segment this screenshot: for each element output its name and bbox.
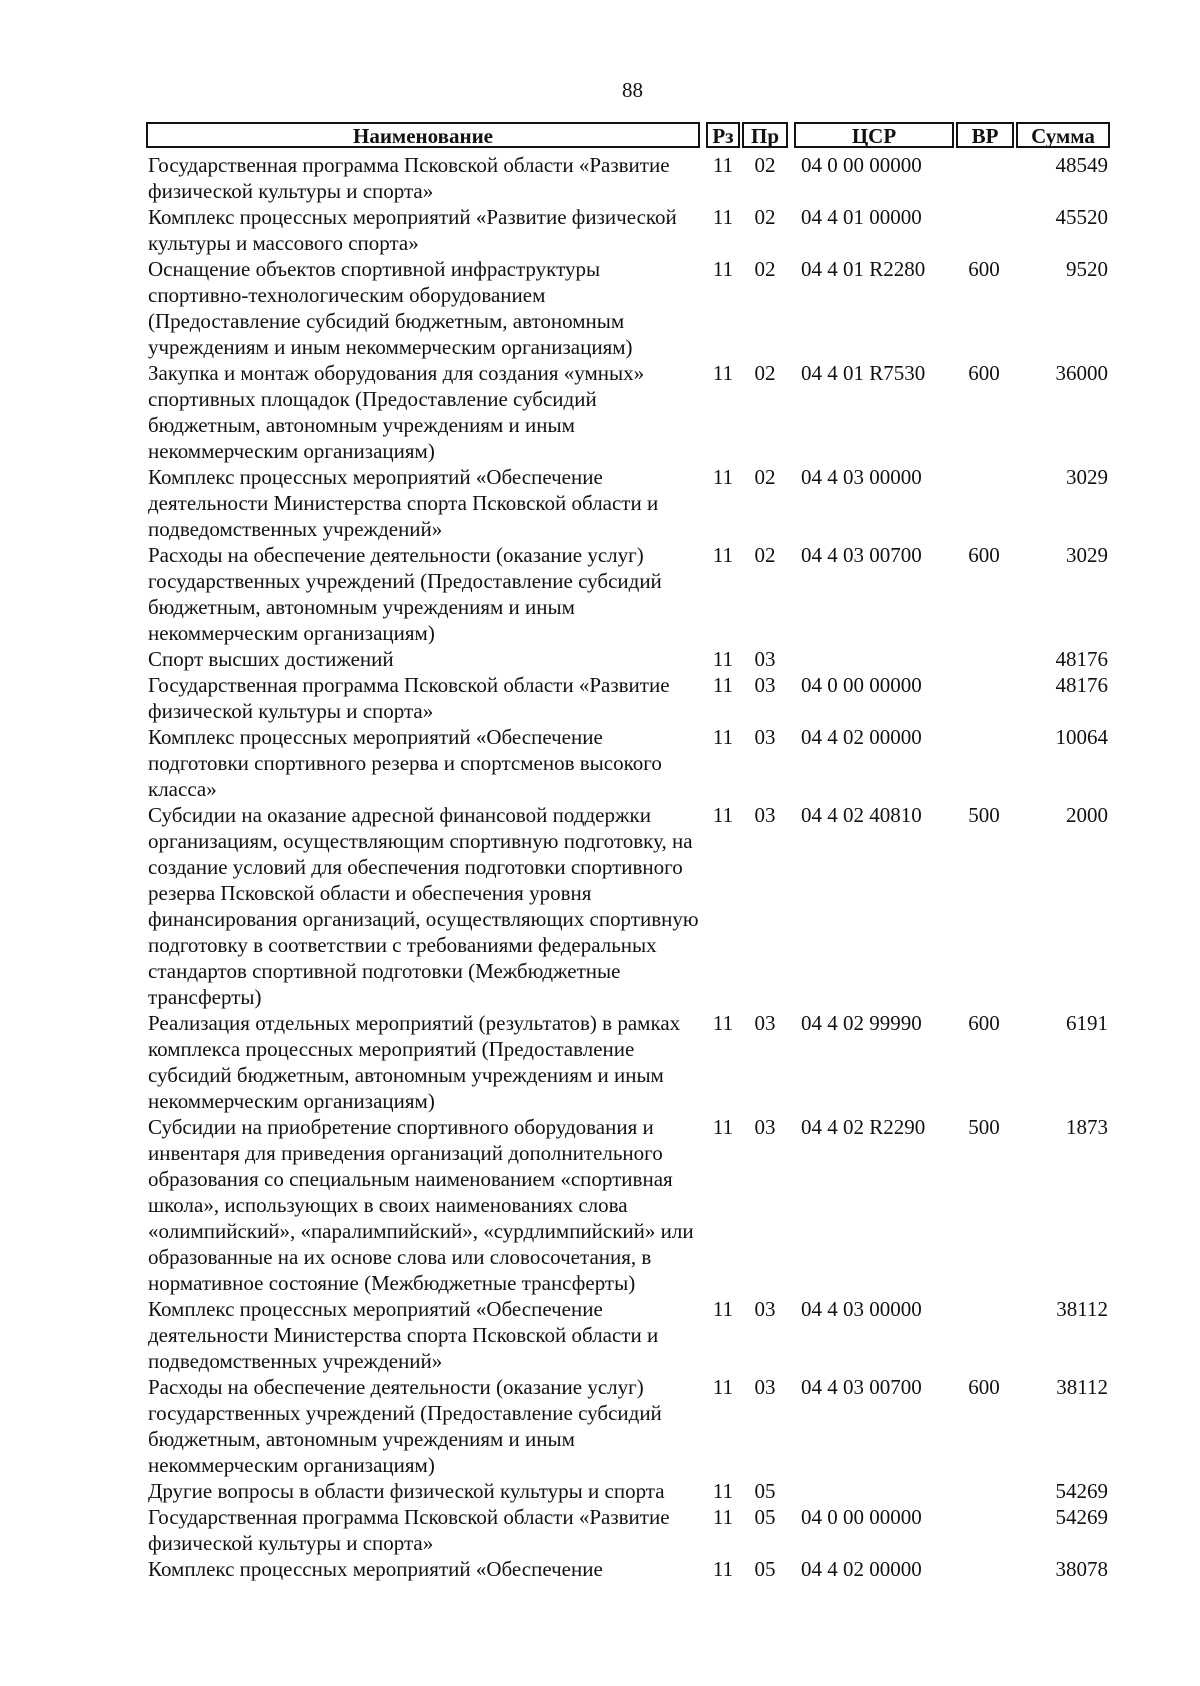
row-csr: 04 4 03 00700 (801, 1375, 922, 1399)
row-sum: 38112 (1056, 1375, 1108, 1399)
row-name: Расходы на обеспечение деятельности (оказание услуг) государственных учреждений (Предоставление субсидий бюджетным, автономным учреждениям и иным некоммерческим организациям) (148, 543, 662, 645)
table-body (146, 152, 1110, 1582)
row-rz: 11 (712, 257, 734, 281)
table-row (146, 802, 1110, 1010)
row-name: Комплекс процессных мероприятий «Обеспечение деятельности Министерства спорта Псковской области и подведомственных учреждений» (148, 465, 659, 541)
header-sum: Сумма (1016, 122, 1110, 148)
row-rz: 11 (712, 543, 734, 567)
row-csr: 04 4 01 00000 (801, 205, 922, 229)
row-rz: 11 (712, 1011, 734, 1035)
row-vr: 600 (968, 257, 1000, 281)
row-rz: 11 (712, 725, 734, 749)
row-rz: 11 (712, 1297, 734, 1321)
table-row (146, 1504, 1110, 1556)
row-rz: 11 (712, 465, 734, 489)
row-rz: 11 (712, 1115, 734, 1139)
row-vr: 600 (968, 543, 1000, 567)
row-name: Оснащение объектов спортивной инфраструктуры спортивно-технологическим оборудованием (Предоставление субсидий бюджетным, автономным учреждениям и иным некоммерческим организациям) (148, 257, 633, 359)
row-vr: 600 (968, 1375, 1000, 1399)
row-pr: 02 (754, 465, 776, 489)
row-sum: 3029 (1066, 465, 1108, 489)
row-csr: 04 4 02 40810 (801, 803, 922, 827)
row-sum: 48549 (1055, 153, 1108, 177)
row-csr: 04 0 00 00000 (801, 1505, 922, 1529)
header-csr: ЦСР (794, 122, 954, 148)
table-row (146, 672, 1110, 724)
row-name: Комплекс процессных мероприятий «Обеспечение деятельности Министерства спорта Псковской области и подведомственных учреждений» (148, 1297, 659, 1373)
row-sum: 48176 (1055, 647, 1108, 671)
row-rz: 11 (712, 673, 734, 697)
row-csr: 04 4 02 R2290 (801, 1115, 926, 1139)
table-row (146, 1374, 1110, 1478)
table-row (146, 204, 1110, 256)
row-name: Субсидии на оказание адресной финансовой поддержки организациям, осуществляющим спортивную подготовку, на создание условий для обеспечения подготовки спортивного резерва Псковской области и обеспечения уровня финансирования организаций, осуществляющих спортивную подготовку в соответствии с требованиями федеральных стандартов спортивной подготовки (Межбюджетные трансферты) (148, 803, 699, 1009)
row-sum: 1873 (1066, 1115, 1108, 1139)
row-pr: 05 (754, 1479, 776, 1503)
row-rz: 11 (712, 153, 734, 177)
row-vr: 500 (968, 803, 1000, 827)
table-row (146, 360, 1110, 464)
budget-table (146, 122, 1110, 1582)
row-vr: 500 (968, 1115, 1000, 1139)
row-sum: 48176 (1055, 673, 1108, 697)
row-name: Государственная программа Псковской области «Развитие физической культуры и спорта» (148, 153, 670, 203)
table-row (146, 152, 1110, 204)
row-name: Расходы на обеспечение деятельности (оказание услуг) государственных учреждений (Предоставление субсидий бюджетным, автономным учреждениям и иным некоммерческим организациям) (148, 1375, 662, 1477)
row-csr: 04 4 03 00700 (801, 543, 922, 567)
row-pr: 03 (754, 725, 776, 749)
row-rz: 11 (712, 647, 734, 671)
row-rz: 11 (712, 1505, 734, 1529)
row-pr: 05 (754, 1505, 776, 1529)
row-sum: 54269 (1055, 1505, 1108, 1529)
table-row (146, 464, 1110, 542)
row-name: Комплекс процессных мероприятий «Развитие физической культуры и массового спорта» (148, 205, 677, 255)
row-name: Другие вопросы в области физической культуры и спорта (148, 1479, 665, 1503)
table-header (146, 122, 1110, 152)
row-sum: 38112 (1056, 1297, 1108, 1321)
header-rz: Рз (706, 122, 740, 148)
row-rz: 11 (712, 361, 734, 385)
row-pr: 03 (754, 1297, 776, 1321)
row-pr: 02 (754, 543, 776, 567)
row-csr: 04 0 00 00000 (801, 153, 922, 177)
row-pr: 02 (754, 153, 776, 177)
row-name: Субсидии на приобретение спортивного оборудования и инвентаря для приведения организаций дополнительного образования со специальным наименованием «спортивная школа», использующих в своих наименованиях слова «олимпийский», «паралимпийский», «сурдлимпийский» или образованные на их основе слова или словосочетания, в нормативное состояние (Межбюджетные трансферты) (148, 1115, 694, 1295)
row-sum: 38078 (1055, 1557, 1108, 1581)
row-sum: 54269 (1055, 1479, 1108, 1503)
row-name: Государственная программа Псковской области «Развитие физической культуры и спорта» (148, 1505, 670, 1555)
row-vr: 600 (968, 1011, 1000, 1035)
row-csr: 04 4 02 99990 (801, 1011, 922, 1035)
row-rz: 11 (712, 1375, 734, 1399)
row-rz: 11 (712, 1479, 734, 1503)
row-pr: 03 (754, 1011, 776, 1035)
row-csr: 04 4 03 00000 (801, 1297, 922, 1321)
table-row (146, 1010, 1110, 1114)
row-csr: 04 4 02 00000 (801, 725, 922, 749)
page-number: 88 (622, 78, 643, 102)
row-sum: 6191 (1066, 1011, 1108, 1035)
row-sum: 45520 (1055, 205, 1108, 229)
row-pr: 03 (754, 673, 776, 697)
table-row (146, 1114, 1110, 1296)
row-rz: 11 (712, 205, 734, 229)
row-pr: 02 (754, 361, 776, 385)
row-name: Государственная программа Псковской области «Развитие физической культуры и спорта» (148, 673, 670, 723)
header-pr: Пр (742, 122, 788, 148)
row-sum: 9520 (1066, 257, 1108, 281)
row-name: Реализация отдельных мероприятий (результатов) в рамках комплекса процессных мероприятий (Предоставление субсидий бюджетным, автономным учреждениям и иным некоммерческим организациям) (148, 1011, 681, 1113)
row-csr: 04 4 01 R7530 (801, 361, 926, 385)
row-csr: 04 4 02 00000 (801, 1557, 922, 1581)
table-row (146, 542, 1110, 646)
row-sum: 10064 (1055, 725, 1108, 749)
row-vr: 600 (968, 361, 1000, 385)
header-vr: ВР (956, 122, 1014, 148)
row-name: Закупка и монтаж оборудования для создания «умных» спортивных площадок (Предоставление субсидий бюджетным, автономным учреждениям и иным некоммерческим организациям) (148, 361, 645, 463)
row-csr: 04 0 00 00000 (801, 673, 922, 697)
header-name: Наименование (146, 122, 700, 148)
row-pr: 03 (754, 647, 776, 671)
row-sum: 36000 (1055, 361, 1108, 385)
table-row (146, 646, 1110, 672)
row-name: Комплекс процессных мероприятий «Обеспечение (148, 1557, 603, 1581)
row-pr: 03 (754, 1375, 776, 1399)
row-rz: 11 (712, 1557, 734, 1581)
table-row (146, 1556, 1110, 1582)
row-pr: 02 (754, 257, 776, 281)
row-csr: 04 4 01 R2280 (801, 257, 926, 281)
row-rz: 11 (712, 803, 734, 827)
row-sum: 2000 (1066, 803, 1108, 827)
table-row (146, 256, 1110, 360)
row-pr: 02 (754, 205, 776, 229)
row-name: Комплекс процессных мероприятий «Обеспечение подготовки спортивного резерва и спортсменов высокого класса» (148, 725, 662, 801)
table-row (146, 724, 1110, 802)
table-row (146, 1478, 1110, 1504)
row-sum: 3029 (1066, 543, 1108, 567)
row-pr: 03 (754, 1115, 776, 1139)
row-pr: 03 (754, 803, 776, 827)
row-csr: 04 4 03 00000 (801, 465, 922, 489)
row-pr: 05 (754, 1557, 776, 1581)
table-row (146, 1296, 1110, 1374)
row-name: Спорт высших достижений (148, 647, 394, 671)
